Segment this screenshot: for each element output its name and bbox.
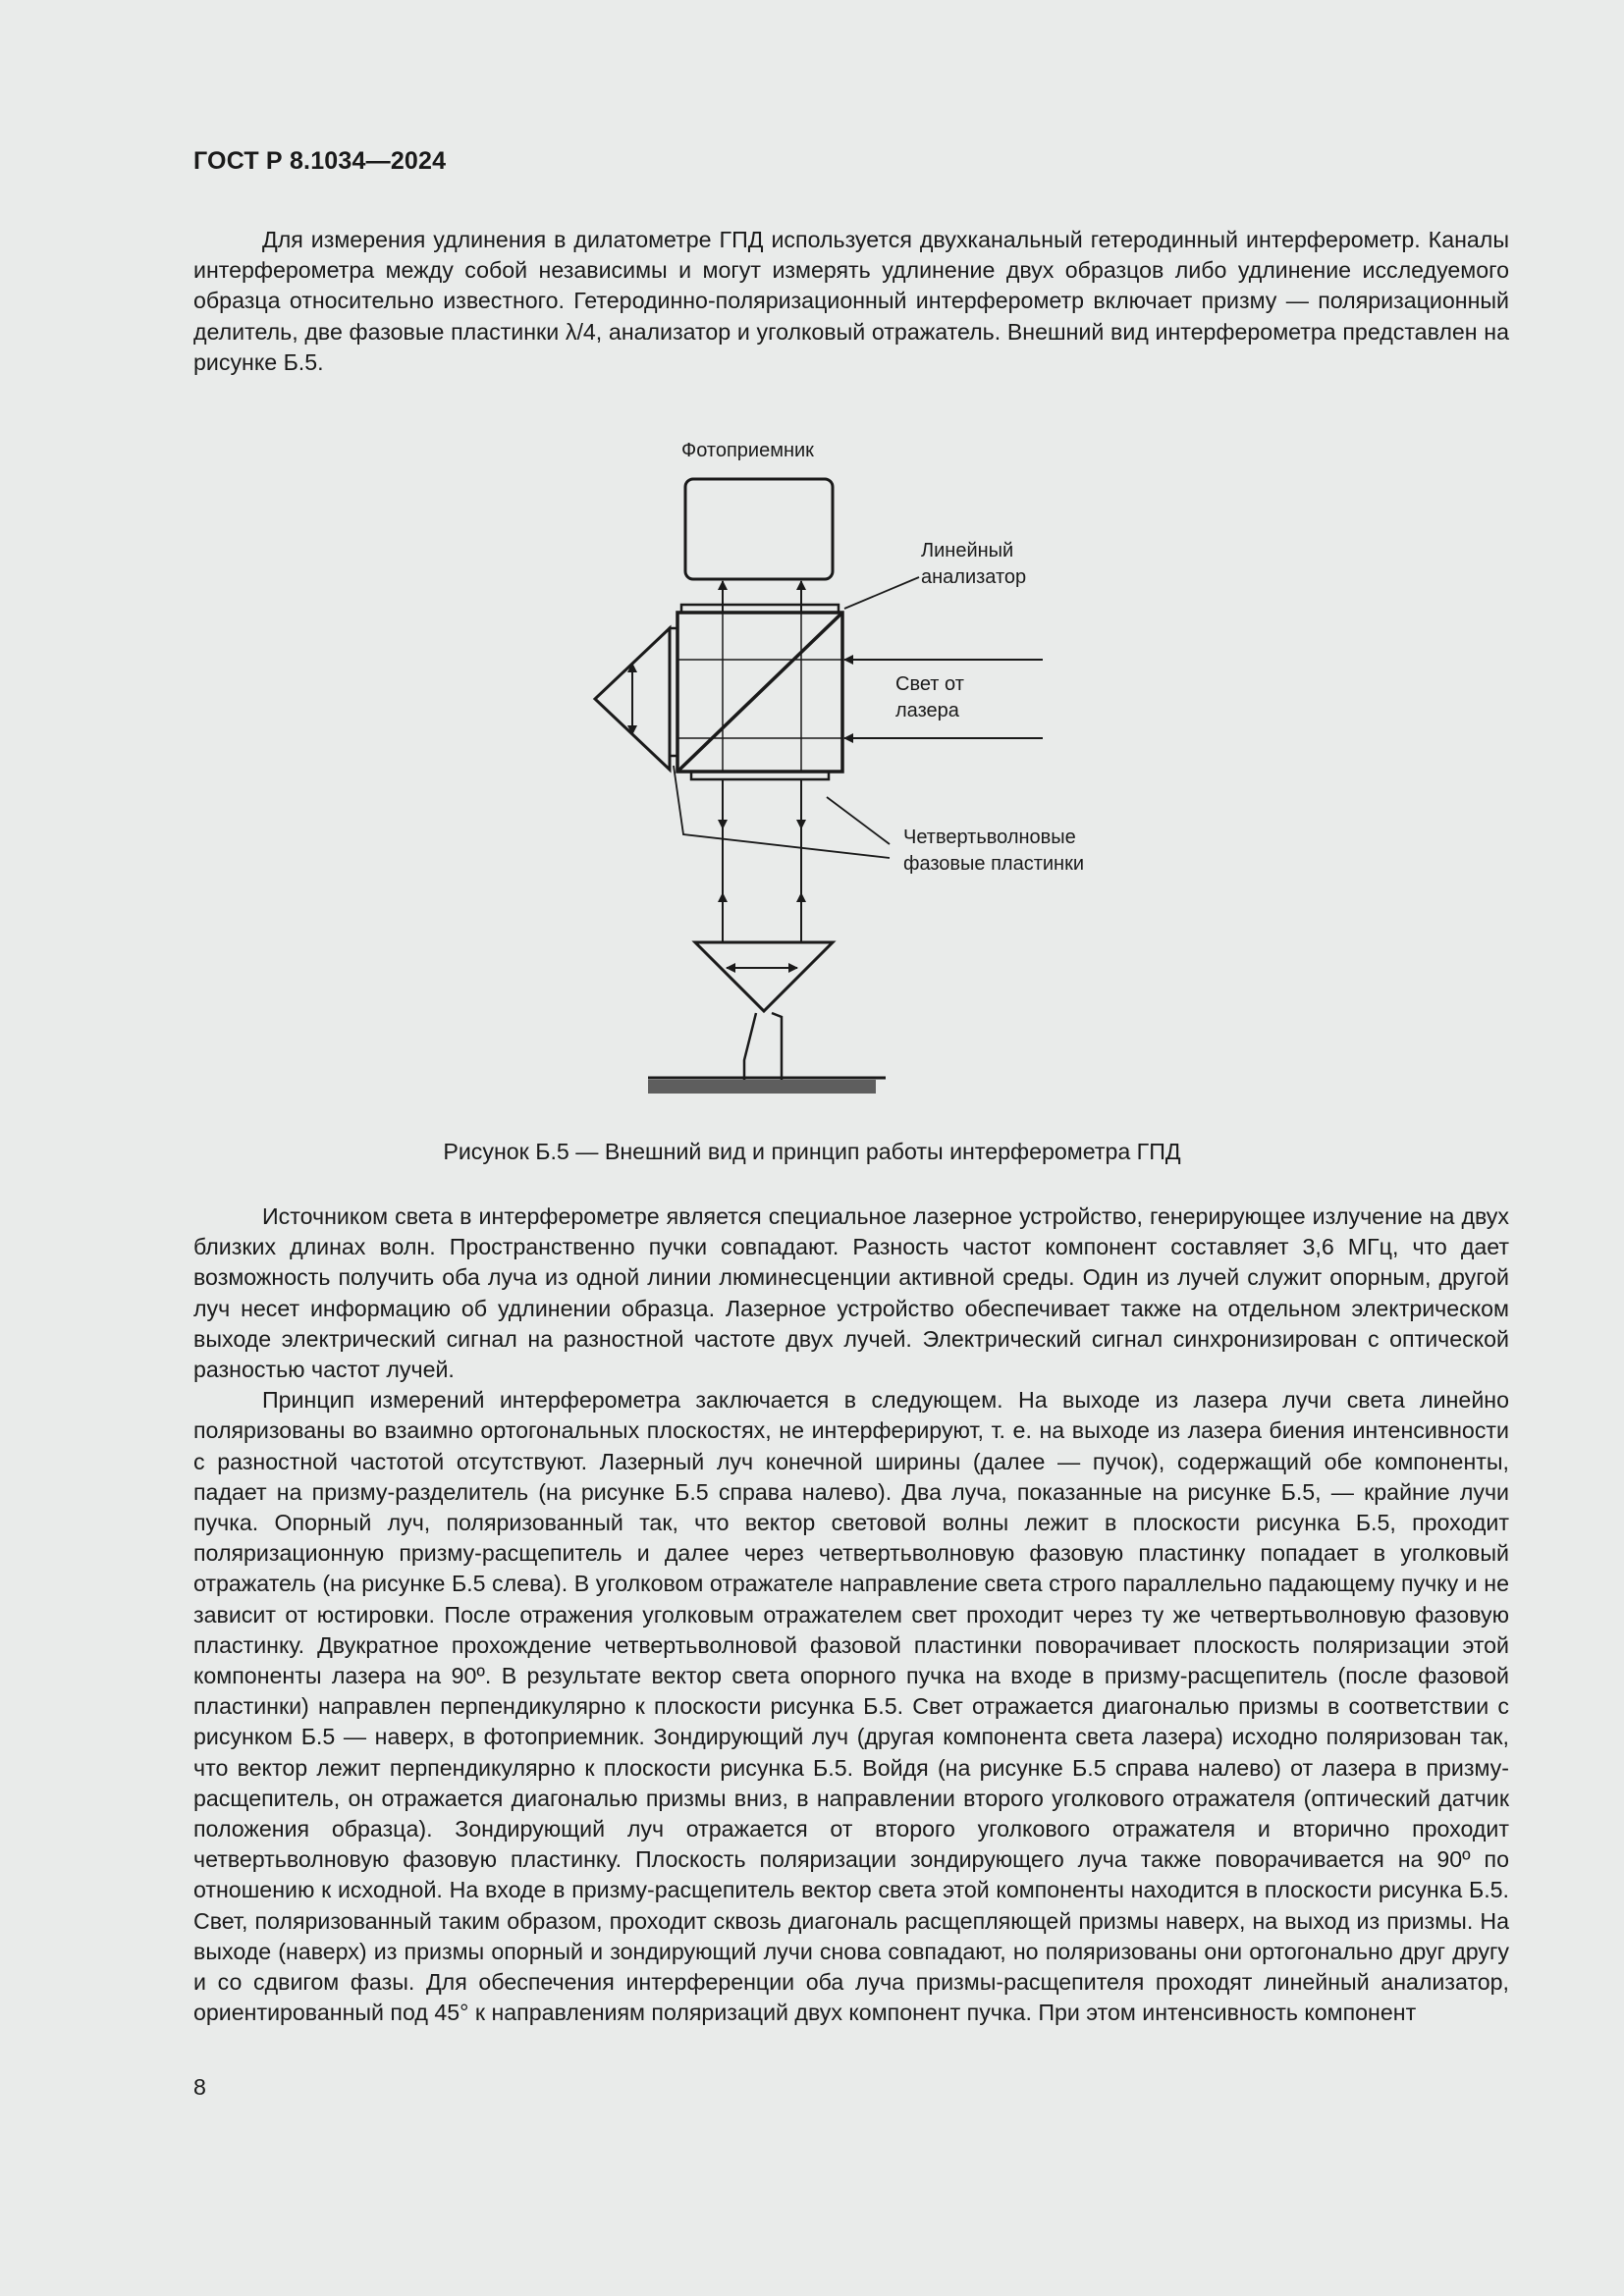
figure-caption: Рисунок Б.5 — Внешний вид и принцип работы интерферометра ГПД xyxy=(443,1139,1181,1164)
label-quarter-wave-plates: Четвертьволновые фазовые пластинки xyxy=(903,827,1085,875)
document-header: ГОСТ Р 8.1034—2024 xyxy=(193,147,447,175)
sample-holder xyxy=(744,1013,782,1086)
leader-analyzer xyxy=(844,577,919,609)
prism-diagonal xyxy=(677,613,842,772)
bottom-quarter-wave-plate xyxy=(691,772,829,779)
label-laser: Свет от лазера xyxy=(895,673,964,721)
sample-base xyxy=(648,1080,876,1094)
page-number: 8 xyxy=(193,2074,206,2100)
interferometer-figure xyxy=(550,432,1159,1109)
label-analyzer: Линейный анализатор xyxy=(921,540,1027,588)
paragraph: Для измерения удлинения в дилатометре ГПД используется двухканальный гетеродинный интерферометр. Каналы интерферометра между собой независимы и могут измерять удлинение двух образцов либо удлинение исследуемого образца относительно известного. Гетеродинно-поляризационный интерферометр включает призму — поляризационный делитель, две фазовые пластинки λ/4, анализатор и уголковый отражатель. Внешний вид интерферометра представлен на рисунке Б.5. xyxy=(193,227,1509,375)
interferometer-diagram xyxy=(550,432,1159,1109)
body-text xyxy=(193,1201,1509,2028)
leader-plates xyxy=(827,797,890,844)
paragraph: Принцип измерений интерферометра заключается в следующем. На выходе из лазера лучи света линейно поляризованы во взаимно ортогональных плоскостях, не интерферируют, т. е. на выходе из лазера биения интенсивности с разностной частотой отсутствуют. Лазерный луч конечной ширины (далее — пучок), содержащий обе компоненты, падает на призму-разделитель (на рисунке Б.5 справа налево). Два луча, показанные на рисунке Б.5, — крайние лучи пучка. Опорный луч, поляризованный так, что вектор световой волны лежит в плоскости рисунка Б.5, проходит поляризационную призму-расщепитель и далее через четвертьволновую фазовую пластинку попадает в уголковый отражатель (на рисунке Б.5 слева). В уголковом отражателе направление света строго параллельно падающему пучку и не зависит от юстировки. После отражения уголковым отражателем свет проходит через ту же четвертьволновую фазовую пластинку. Двукратное прохождение четвертьволновой фазовой пластинки поворачивает плоскость поляризации этой компоненты лазера на 90º. В результате вектор света опорного пучка на входе в призму-расщепитель (после фазовой пластинки) направлен перпендикулярно к плоскости рисунка Б.5. Свет отражается диагональю призмы в соответствии с рисунком Б.5 — наверх, в фотоприемник. Зондирующий луч (другая компонента света лазера) исходно поляризован так, что вектор лежит перпендикулярно к плоскости рисунка Б.5. Войдя (на рисунке Б.5 справа налево) от лазера в призму-расщепитель, он отражается диагональю призмы вниз, в направлении второго уголкового отражателя (оптический датчик положения образца). Зондирующий луч отражается от второго уголкового отражателя и вторично проходит четвертьволновую фазовую пластинку. Плоскость поляризации зондирующего луча также поворачивается на 90º по отношению к исходной. На входе в призму-расщепитель вектор света этой компоненты находится в плоскости рисунка Б.5. Свет, поляризованный таким образом, проходит сквозь диагональ расщепляющей призмы наверх, на выход из призмы. На выходе (наверх) из призмы опорный и зондирующий лучи снова совпадают, но поляризованы они ортогонально друг другу и со сдвигом фазы. Для обеспечения интерференции оба луча призмы-расщепителя проходят линейный анализатор, ориентированный под 45° к направлениям поляризаций двух компонент пучка. При этом интенсивность компонент xyxy=(193,1387,1509,2026)
intro-paragraph xyxy=(193,225,1509,378)
label-photodetector: Фотоприемник xyxy=(681,440,814,461)
bottom-corner-reflector xyxy=(695,942,833,1011)
paragraph: Источником света в интерферометре является специальное лазерное устройство, генерирующее излучение на двух близких длинах волн. Пространственно пучки совпадают. Разность частот компонент составляет 3,6 МГц, что дает возможность получить оба луча из одной линии люминесценции активной среды. Один из лучей служит опорным, другой луч несет информацию об удлинении образца. Лазерное устройство обеспечивает также на отдельном электрическом выходе электрический сигнал на разностной частоте двух лучей. Электрический сигнал синхронизирован с оптической разностью частот лучей. xyxy=(193,1203,1509,1383)
photodetector-box xyxy=(685,479,833,579)
